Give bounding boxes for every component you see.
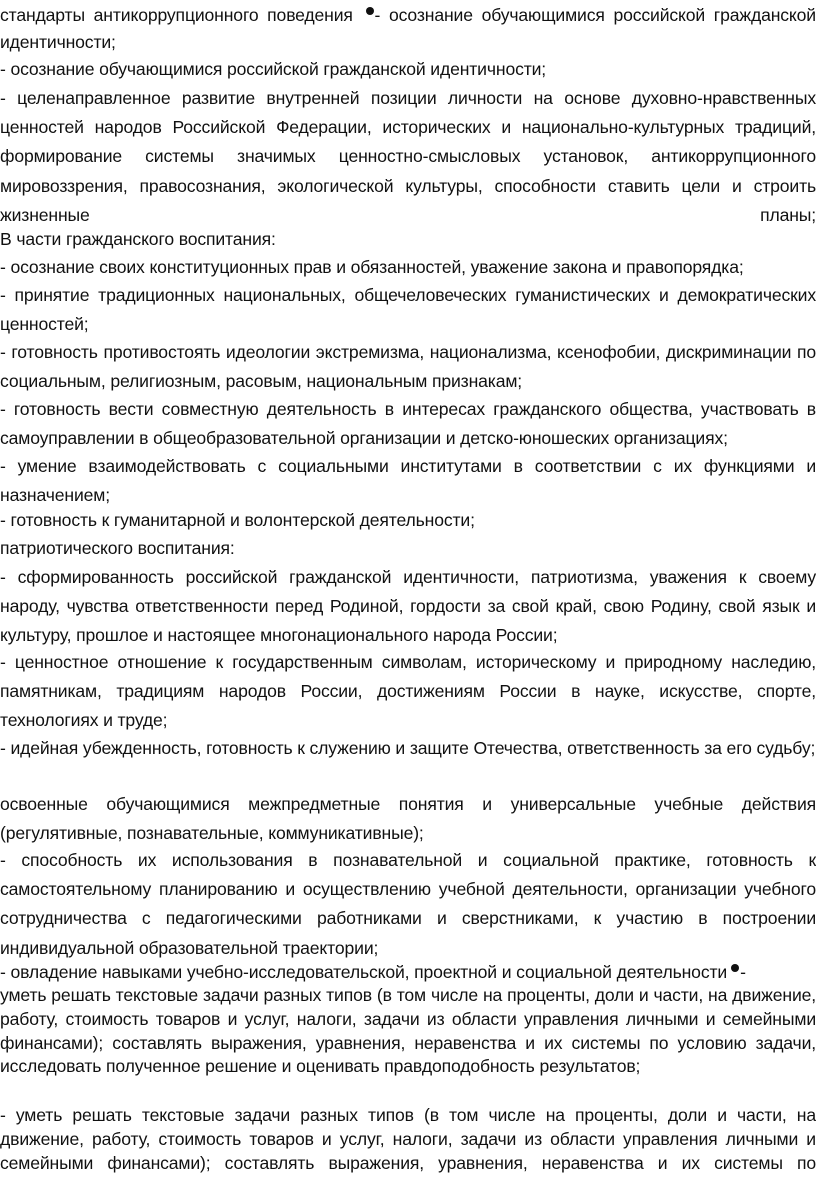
paragraph-1-text-b: - осознание обучающимися российской гражданской идентичности; [0,5,816,52]
paragraph-18: уметь решать текстовые задачи разных типов (в том числе на проценты, доли и части, на движение, работу, стоимость товаров и услуг, налоги, задачи из области управления личными и семейными финансами); составлять выражения, уравнения, неравенства и их системы по условию задачи, исследовать полученное решение и оценивать правдоподобность результатов; [0,985,816,1077]
paragraph-17 [0,959,816,986]
paragraph-17-text-a: - овладение навыками учебно-исследовательской, проектной и социальной деятельности [0,962,728,982]
paragraph-14: - идейная убежденность, готовность к служению и защите Отечества, ответственность за его судьбу; [0,738,816,758]
paragraph-9: - умение взаимодействовать с социальными институтами в соответствии с их функциями и назначением; [0,456,816,506]
paragraph-4: В части гражданского воспитания: [0,229,276,249]
paragraph-6: - принятие традиционных национальных, общечеловеческих гуманистических и демократических ценностей; [0,285,816,335]
paragraph-13: - ценностное отношение к государственным символам, историческому и природному наследию, памятникам, традициям народов России, достижениям России в науке, искусстве, спорте, технологиях и труде; [0,652,816,731]
paragraph-17-text-b: - [740,962,746,982]
paragraph-1 [0,2,816,56]
paragraph-15: освоенные обучающимися межпредметные понятия и универсальные учебные действия (регулятивные, познавательные, коммуникативные); [0,794,816,844]
paragraph-3: - целенаправленное развитие внутренней позиции личности на основе духовно-нравственных ценностей народов Российской Федерации, исторических и национально-культурных традиций, формирование системы значимых ценностно-смысловых установок, антикоррупционного мировоззрения, правосознания, экологической культуры, способности ставить цели и строить жизненные планы; [0,88,816,225]
bullet-icon [366,7,374,15]
paragraph-5: - осознание своих конституционных прав и обязанностей, уважение закона и правопорядка; [0,257,744,277]
bullet-icon [731,964,739,972]
paragraph-8: - готовность вести совместную деятельность в интересах гражданского общества, участвовать в самоуправлении в общеобразовательной организации и детско-юношеских организациях; [0,399,816,449]
paragraph-1-text-a: стандарты антикоррупционного поведения [0,5,353,25]
paragraph-19: - уметь решать текстовые задачи разных типов (в том числе на проценты, доли и части, на движение, работу, стоимость товаров и услуг, налоги, задачи из области управления личными и семейными финансами); составлять выражения, уравнения, неравенства и их системы по [0,1105,816,1173]
paragraph-7: - готовность противостоять идеологии экстремизма, национализма, ксенофобии, дискриминации по социальным, религиозным, расовым, национальным признакам; [0,342,816,392]
paragraph-11: патриотического воспитания: [0,538,235,558]
paragraph-10: - готовность к гуманитарной и волонтерской деятельности; [0,510,475,530]
paragraph-16: - способность их использования в познавательной и социальной практике, готовность к самостоятельному планированию и осуществлению учебной деятельности, организации учебного сотрудничества с педагогическими работниками и сверстниками, к участию в построении индивидуальной образовательной траектории; [0,850,816,958]
paragraph-12: - сформированность российской гражданской идентичности, патриотизма, уважения к своему народу, чувства ответственности перед Родиной, гордости за свой край, свою Родину, свой язык и культуру, прошлое и настоящее многонационального народа России; [0,567,816,646]
paragraph-2: - осознание обучающимися российской гражданской идентичности; [0,59,547,79]
